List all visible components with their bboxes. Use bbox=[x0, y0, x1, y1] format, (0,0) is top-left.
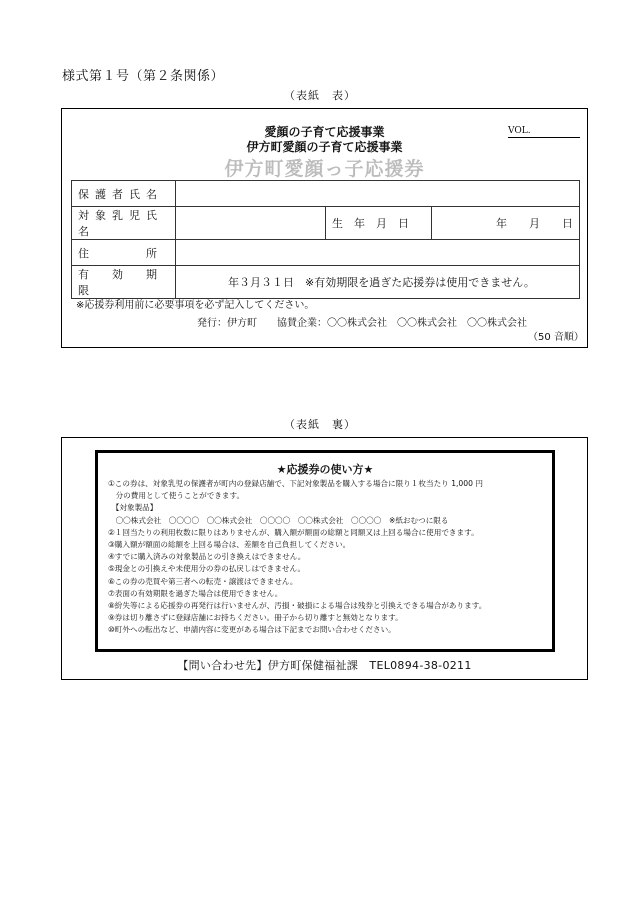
address-label: 住 所 bbox=[72, 240, 176, 266]
contact-info: 【問い合わせ先】伊方町保健福祉課 TEL0894-38-0211 bbox=[177, 659, 472, 672]
program-title-town: 伊方町愛顔の子育て応援事業 bbox=[246, 140, 403, 154]
rule-line: ④すでに購入済みの対象製品との引き換えはできません。 bbox=[108, 552, 306, 562]
form-number: 様式第１号（第２条関係） bbox=[62, 69, 225, 84]
rule-line: ⑧紛失等による応援券の再発行は行いませんが、汚損・破損による場合は残券と引換えできる場合があります。 bbox=[108, 601, 487, 611]
expiry-label: 有 効 期 限 bbox=[72, 266, 176, 299]
rule-line: ③購入額が額面の総額を上回る場合は、差額を自己負担してください。 bbox=[108, 540, 351, 550]
program-title: 愛顔の子育て応援事業 bbox=[264, 125, 385, 139]
rule-line: ⑥この券の売買や第三者への転売・譲渡はできません。 bbox=[108, 576, 298, 586]
rule-line: ②１回当たりの利用枚数に限りはありませんが、購入額が額面の総額と同額又は上回る場合に使用できます。 bbox=[108, 527, 479, 537]
voucher-fields bbox=[71, 180, 580, 299]
infant-field[interactable] bbox=[176, 207, 326, 240]
voucher-name: 伊方町愛顔っ子応援券 bbox=[224, 158, 425, 180]
vol-label: VOL. bbox=[508, 126, 580, 138]
usage-rules bbox=[108, 478, 552, 637]
rule-line: 〇〇株式会社 〇〇〇〇 〇〇株式会社 〇〇〇〇 〇〇株式会社 〇〇〇〇 ※紙おむつに限る bbox=[108, 515, 449, 525]
back-caption: （表紙 裏） bbox=[284, 418, 356, 431]
front-caption: （表紙 表） bbox=[284, 89, 356, 102]
birth-field[interactable]: 年 月 日 bbox=[432, 207, 580, 240]
rule-line: 【対象製品】 bbox=[108, 503, 158, 513]
order-note: （50 音順） bbox=[528, 332, 584, 343]
voucher-front bbox=[61, 108, 588, 348]
voucher-back bbox=[61, 437, 588, 680]
rule-line: ⑨券は切り離さずに登録店舗にお持ちください。冊子から切り離すと無効となります。 bbox=[108, 613, 403, 623]
infant-label: 対象乳児氏名 bbox=[72, 207, 176, 240]
address-field[interactable] bbox=[176, 240, 580, 266]
expiry-value: 年３月３１日 ※有効期限を過ぎた応援券は使用できません。 bbox=[176, 266, 580, 299]
rule-line: ⑦表面の有効期限を過ぎた場合は使用できません。 bbox=[108, 588, 283, 598]
rule-line: ①この券は、対象乳児の保護者が町内の登録店舗で、下記対象製品を購入する場合に限り１枚当たり 1,000 円 bbox=[108, 479, 483, 488]
rule-line: 分の費用として使うことができます。 bbox=[108, 491, 245, 501]
birth-label: 生 年 月 日 bbox=[326, 207, 432, 240]
fill-in-note: ※応援券利用前に必要事項を必ず記入してください。 bbox=[76, 300, 315, 311]
issuer-line: 発行：伊方町 協賛企業：〇〇株式会社 〇〇株式会社 〇〇株式会社 bbox=[197, 318, 527, 329]
guardian-label: 保護者氏名 bbox=[72, 181, 176, 207]
rule-line: ⑩町外への転出など、申請内容に変更がある場合は下記までお問い合わせください。 bbox=[108, 625, 396, 635]
usage-box bbox=[95, 450, 555, 652]
guardian-field[interactable] bbox=[176, 181, 580, 207]
usage-title: ★応援券の使い方★ bbox=[276, 463, 374, 476]
rule-line: ⑤現金との引換えや未使用分の券の払戻しはできません。 bbox=[108, 564, 306, 574]
